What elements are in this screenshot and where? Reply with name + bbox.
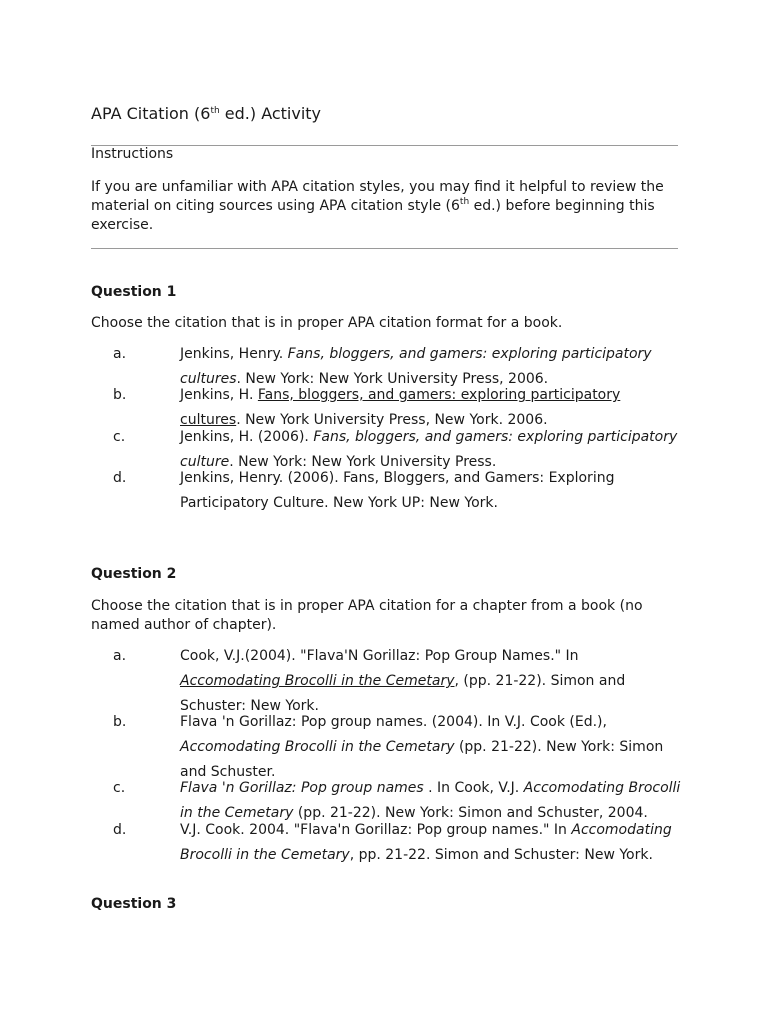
page-title: APA Citation (6th ed.) Activity xyxy=(91,104,322,123)
divider xyxy=(91,145,678,146)
option-text: Participatory Culture. New York UP: New York. xyxy=(180,495,498,511)
instructions-heading: Instructions xyxy=(91,146,174,162)
option-text: Brocolli in the Cemetary, pp. 21-22. Simon and Schuster: New York. xyxy=(180,847,653,863)
option-text: V.J. Cook. 2004. "Flava'n Gorillaz: Pop group names." In Accomodating xyxy=(180,822,672,838)
option-letter: b. xyxy=(113,714,127,730)
question-2-heading: Question 2 xyxy=(91,566,177,582)
instructions-text-line-3: exercise. xyxy=(91,217,154,233)
question-2-prompt-line-2: named author of chapter). xyxy=(91,617,277,633)
option-letter: c. xyxy=(113,780,126,796)
question-3-heading: Question 3 xyxy=(91,896,177,912)
option-text: and Schuster. xyxy=(180,764,276,780)
divider xyxy=(91,248,678,249)
option-text: Jenkins, Henry. (2006). Fans, Bloggers, and Gamers: Exploring xyxy=(180,470,615,486)
question-1-heading: Question 1 xyxy=(91,284,177,300)
option-text: Flava 'n Gorillaz: Pop group names. (2004). In V.J. Cook (Ed.), xyxy=(180,714,607,730)
option-letter: a. xyxy=(113,648,127,664)
option-letter: d. xyxy=(113,470,127,486)
option-letter: b. xyxy=(113,387,127,403)
question-2-prompt-line-1: Choose the citation that is in proper APA citation for a chapter from a book (no xyxy=(91,598,643,614)
option-text: Jenkins, H. Fans, bloggers, and gamers: exploring participatory xyxy=(180,387,621,403)
option-text: in the Cemetary (pp. 21-22). New York: Simon and Schuster, 2004. xyxy=(180,805,648,821)
option-text: culture. New York: New York University Press. xyxy=(180,454,497,470)
option-text: Accomodating Brocolli in the Cemetary, (pp. 21-22). Simon and xyxy=(180,673,626,689)
option-letter: d. xyxy=(113,822,127,838)
instructions-text-line-1: If you are unfamiliar with APA citation styles, you may find it helpful to review the xyxy=(91,179,664,195)
instructions-text-line-2: material on citing sources using APA citation style (6th ed.) before beginning this xyxy=(91,197,655,214)
option-text: Flava 'n Gorillaz: Pop group names . In Cook, V.J. Accomodating Brocolli xyxy=(180,780,681,796)
option-text: Accomodating Brocolli in the Cemetary (pp. 21-22). New York: Simon xyxy=(180,739,664,755)
option-letter: c. xyxy=(113,429,126,445)
option-text: Jenkins, H. (2006). Fans, bloggers, and gamers: exploring participatory xyxy=(180,429,678,445)
option-text: cultures. New York: New York University Press, 2006. xyxy=(180,371,549,387)
option-text: Cook, V.J.(2004). "Flava'N Gorillaz: Pop Group Names." In xyxy=(180,648,579,664)
option-text: cultures. New York University Press, New York. 2006. xyxy=(180,412,548,428)
option-text: Jenkins, Henry. Fans, bloggers, and gamers: exploring participatory xyxy=(180,346,652,362)
option-letter: a. xyxy=(113,346,127,362)
option-text: Schuster: New York. xyxy=(180,698,319,714)
question-1-prompt: Choose the citation that is in proper APA citation format for a book. xyxy=(91,315,563,331)
